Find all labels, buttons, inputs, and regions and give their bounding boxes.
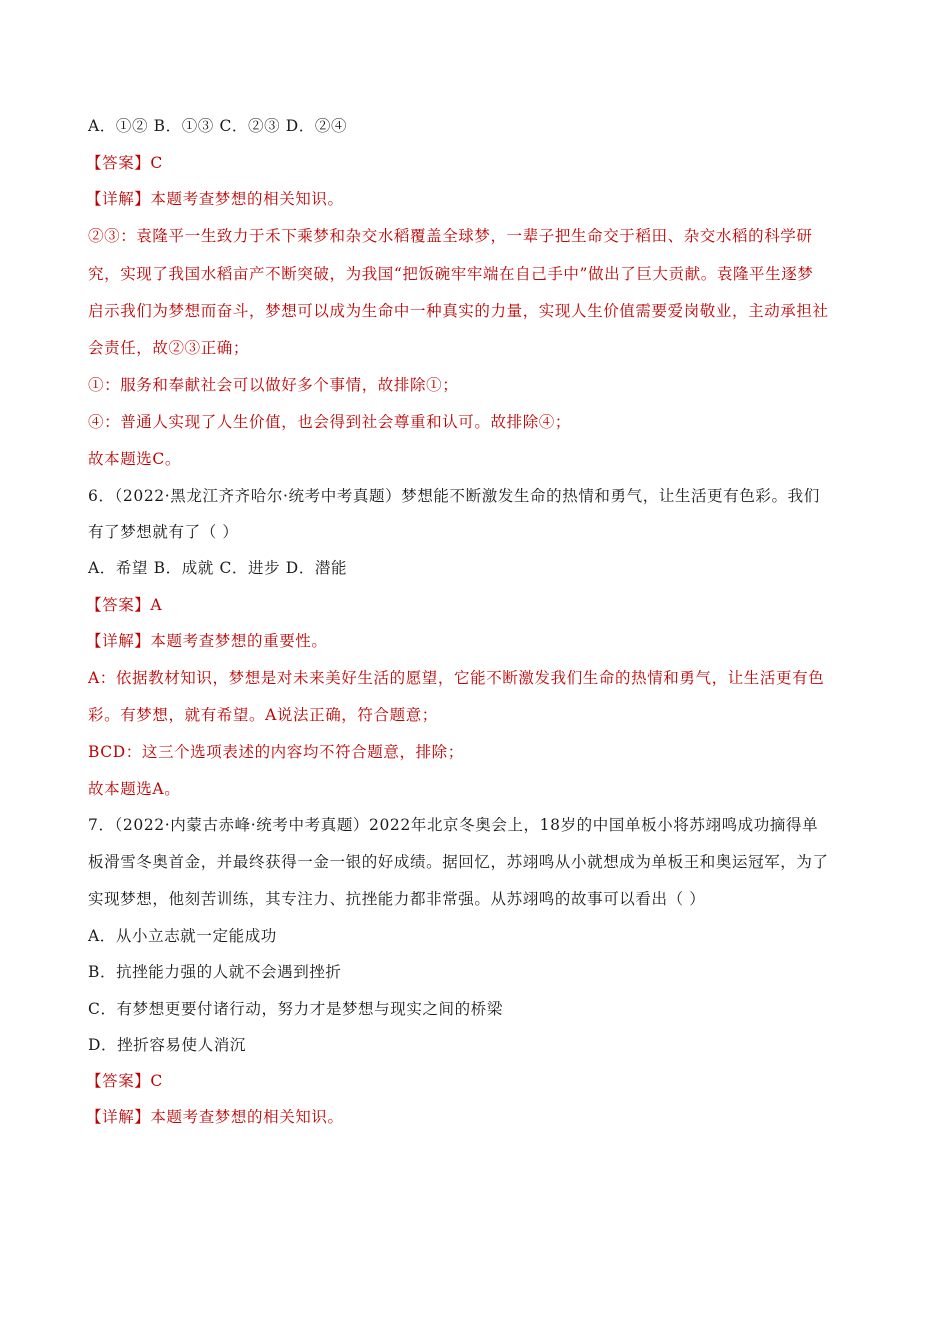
q5-explanation-line: 启示我们为梦想而奋斗，梦想可以成为生命中一种真实的力量，实现人生价值需要爱岗敬业，主动承担社: [88, 302, 829, 320]
q7-stem: 实现梦想，他刻苦训练，其专注力、抗挫能力都非常强。从苏翊鸣的故事可以看出（ ）: [88, 890, 706, 908]
q7-stem: 板滑雪冬奥首金，并最终获得一金一银的好成绩。据回忆，苏翊鸣从小就想成为单板王和奥运冠军，为了: [88, 853, 829, 871]
q5-explanation-line: 会责任，故②③正确；: [88, 339, 250, 357]
q7-option-d: D．挫折容易使人消沉: [88, 1036, 246, 1054]
q7-answer: 【答案】C: [86, 1072, 163, 1090]
q7-explanation-intro: 【详解】本题考查梦想的相关知识。: [86, 1108, 344, 1126]
q5-explanation-line: ④：普通人实现了人生价值，也会得到社会尊重和认可。故排除④；: [88, 413, 572, 431]
q5-options: A．①② B．①③ C．②③ D．②④: [88, 117, 348, 135]
q5-explanation-line: ②③：袁隆平一生致力于禾下乘梦和杂交水稻覆盖全球梦，一辈子把生命交于稻田、杂交水稻的科学研: [88, 227, 813, 245]
q5-explanation-intro: 【详解】本题考查梦想的相关知识。: [86, 190, 344, 208]
q6-stem: 有了梦想就有了（ ）: [88, 523, 239, 541]
q6-explanation-line: A：依据教材知识，梦想是对未来美好生活的愿望，它能不断激发我们生命的热情和勇气，让生活更有色: [88, 669, 825, 687]
q5-explanation-line: 究，实现了我国水稻亩产不断突破，为我国“把饭碗牢牢端在自己手中”做出了巨大贡献。袁隆平生逐梦: [88, 265, 814, 283]
q5-answer: 【答案】C: [86, 154, 163, 172]
q7-option-b: B．抗挫能力强的人就不会遇到挫折: [88, 963, 342, 981]
q5-conclusion: 故本题选C。: [88, 450, 181, 468]
q6-options: A．希望 B．成就 C．进步 D．潜能: [88, 559, 348, 577]
q7-stem: 7．（2022·内蒙古赤峰·统考中考真题）2022年北京冬奥会上，18岁的中国单板小将苏翊鸣成功摘得单: [88, 816, 819, 834]
q6-explanation-line: BCD：这三个选项表述的内容均不符合题意，排除；: [88, 743, 464, 761]
q7-option-a: A．从小立志就一定能成功: [88, 927, 277, 945]
q7-option-c: C．有梦想更要付诸行动，努力才是梦想与现实之间的桥梁: [88, 1000, 503, 1018]
q6-explanation-intro: 【详解】本题考查梦想的重要性。: [86, 632, 328, 650]
q6-explanation-line: 彩。有梦想，就有希望。A说法正确，符合题意；: [88, 706, 438, 724]
q6-answer: 【答案】A: [86, 596, 163, 614]
q6-conclusion: 故本题选A。: [88, 780, 181, 798]
q6-stem: 6．（2022·黑龙江齐齐哈尔·统考中考真题）梦想能不断激发生命的热情和勇气，让生活更有色彩。我们: [88, 487, 820, 505]
q5-explanation-line: ①：服务和奉献社会可以做好多个事情，故排除①；: [88, 376, 459, 394]
